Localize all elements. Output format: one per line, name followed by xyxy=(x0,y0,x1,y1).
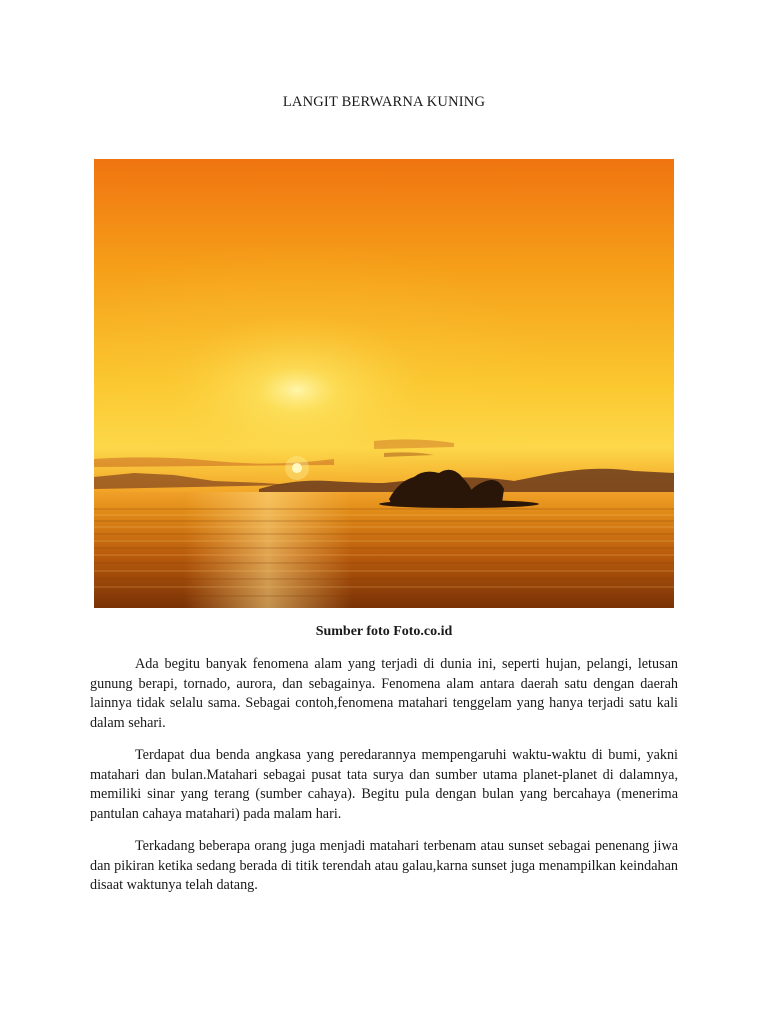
paragraph: Ada begitu banyak fenomena alam yang terjadi di dunia ini, seperti hujan, pelangi, letusan gunung berapi, tornado, aurora, dan sebagainya. Fenomena alam antara daerah satu dengan daerah lainnya tidak selalu sama. Sebagai contoh,fenomena matahari tenggelam yang hanya terjadi satu kali dalam sehari. xyxy=(90,656,678,731)
body-text xyxy=(90,655,678,909)
paragraph: Terkadang beberapa orang juga menjadi matahari terbenam atau sunset sebagai penenang jiwa dan pikiran ketika sedang berada di titik terendah atau galau,karna sunset juga menampilkan keindahan disaat waktunya telah datang. xyxy=(90,838,678,893)
document-title: LANGIT BERWARNA KUNING xyxy=(282,94,486,110)
sunset-photo xyxy=(94,159,674,608)
photo-caption: Sumber foto Foto.co.id xyxy=(315,624,453,639)
paragraph: Terdapat dua benda angkasa yang peredarannya mempengaruhi waktu-waktu di bumi, yakni matahari dan bulan.Matahari sebagai pusat tata surya dan sumber utama planet-planet di dalamnya, memiliki sinar yang terang (sumber cahaya). Begitu pula dengan bulan yang bercahaya (menerima pantulan cahaya matahari) pada malam hari. xyxy=(90,747,678,822)
